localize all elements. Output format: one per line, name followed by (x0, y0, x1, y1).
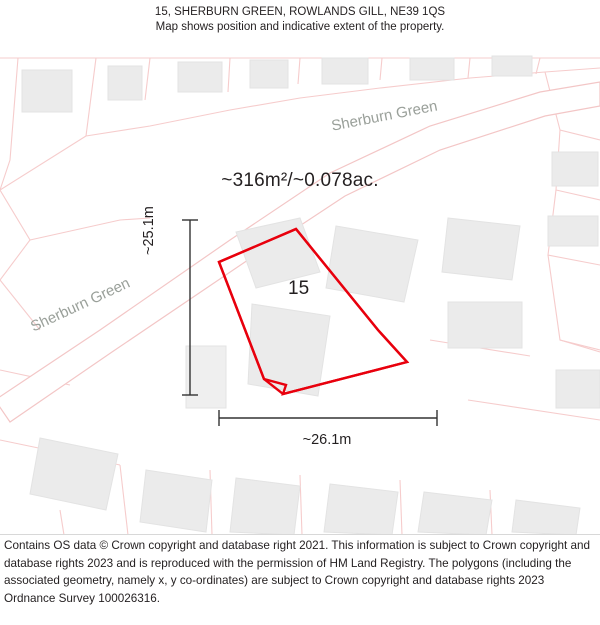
title-block (0, 0, 600, 35)
copyright-notice: Contains OS data © Crown copyright and database right 2021. This information is subject to Crown copyright and database rights 2023 and is reproduced with the permission of HM Land Registry. The polygons (including the associated geometry, namely x, y co-ordinates) are subject to Crown copyright and database rights 2023 Ordnance Survey 100026316. (4, 539, 590, 605)
width-dimension-label: ~26.1m (302, 432, 352, 448)
height-dimension-label: ~25.1m (141, 206, 157, 255)
street-label-sherburn-green-north: Sherburn Green (330, 97, 439, 135)
page-title: 15, SHERBURN GREEN, ROWLANDS GILL, NE39 1QS (154, 6, 446, 18)
street-label-sherburn-green-west: Sherburn Green (28, 274, 133, 336)
dimension-horizontal (219, 410, 437, 426)
footer-divider (0, 534, 600, 535)
map-canvas[interactable] (0, 40, 600, 535)
page-subtitle: Map shows position and indicative extent of the property. (155, 21, 445, 33)
area-label: ~316m²/~0.078ac. (221, 170, 379, 191)
plot-number-label: 15 (288, 278, 310, 299)
